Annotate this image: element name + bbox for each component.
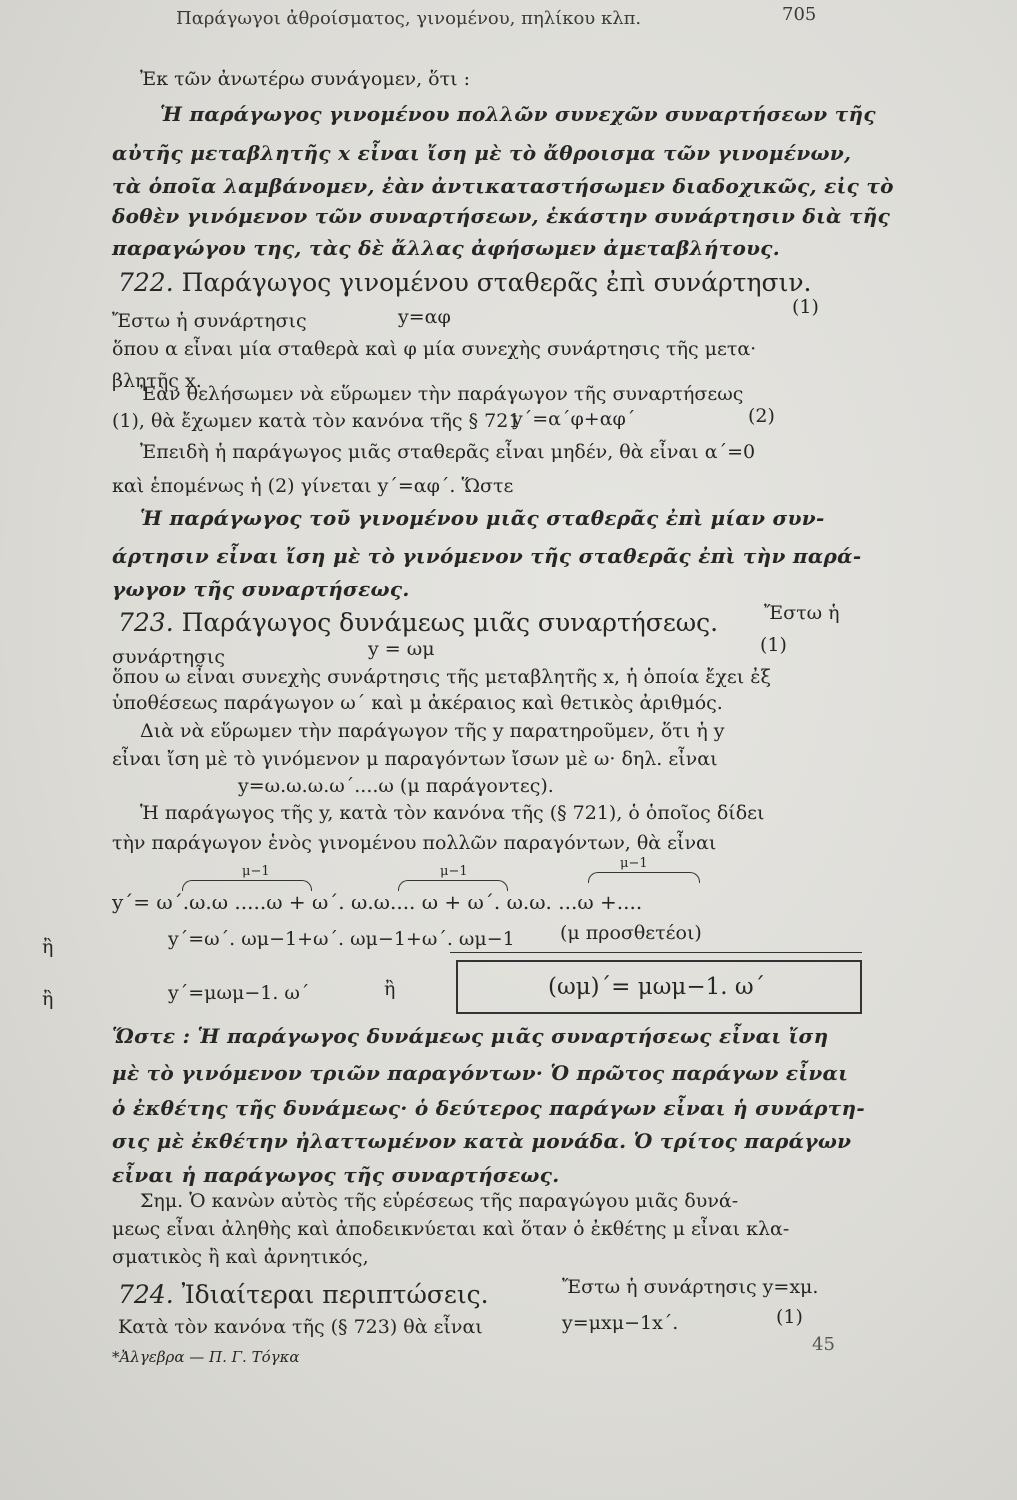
equation-number: (2) xyxy=(748,405,775,427)
text-line: Ἡ παράγωγος τῆς y, κατὰ τὸν κανόνα τῆς (§ 721), ὁ ὁποῖος δίδει xyxy=(140,802,765,824)
italic-line: ὁ ἐκθέτης τῆς δυνάμεως· ὁ δεύτερος παράγων εἶναι ἡ συνάρτη- xyxy=(112,1096,865,1120)
section-heading-722 xyxy=(118,270,812,295)
brace-label: μ−1 xyxy=(620,856,648,871)
or-label: ἢ xyxy=(42,988,54,1010)
text-line: βλητῆς x. xyxy=(112,370,202,392)
text-line: σματικὸς ἢ καὶ ἀρνητικός, xyxy=(112,1246,369,1268)
footer-book: *Ἀλγεβρα — Π. Γ. Τόγκα xyxy=(112,1348,300,1366)
equation: y΄=ω΄. ωμ−1+ω΄. ωμ−1+ω΄. ωμ−1 xyxy=(168,928,515,950)
text-line: Κατὰ τὸν κανόνα τῆς (§ 723) θὰ εἶναι xyxy=(118,1316,483,1338)
running-header: Παράγωγοι ἀθροίσματος, γινομένου, πηλίκου κλπ. xyxy=(176,8,642,29)
boxed-formula-text: (ωμ)΄= μωμ−1. ω΄ xyxy=(548,974,766,1000)
signature-number: 45 xyxy=(812,1334,835,1355)
text-line: Ἔστω ἡ xyxy=(764,602,840,624)
brace-label: μ−1 xyxy=(440,864,468,879)
equation: y=ω.ω.ω.ω΄....ω (μ παράγοντες). xyxy=(238,775,554,797)
text-line: Ἔστω ἡ συνάρτησις y=xμ. xyxy=(562,1276,819,1298)
italic-line: άρτησιν εἶναι ἴση μὲ τὸ γινόμενον τῆς σταθερᾶς ἐπὶ τὴν παρά- xyxy=(112,544,862,568)
text-line: ὑποθέσεως παράγωγον ω΄ καὶ μ ἀκέραιος καὶ θετικὸς ἀριθμός. xyxy=(112,692,723,714)
italic-line: εἶναι ἡ παράγωγος τῆς συναρτήσεως. xyxy=(112,1163,560,1187)
equation-number: (1) xyxy=(776,1306,803,1328)
section-title: Ἰδιαίτεραι περιπτώσεις. xyxy=(181,1280,489,1309)
section-number: 724. xyxy=(118,1280,174,1309)
overbrace xyxy=(588,872,700,883)
or-label: ἢ xyxy=(384,978,396,1000)
section-heading-723 xyxy=(118,610,718,635)
page-number: 705 xyxy=(782,4,817,25)
equation: y = ωμ xyxy=(368,638,435,660)
equation: y΄=μωμ−1. ω΄ xyxy=(168,982,310,1004)
text-line: Ἐὰν θελήσωμεν νὰ εὕρωμεν τὴν παράγωγον τῆς συναρτήσεως xyxy=(140,383,744,405)
italic-line: σις μὲ ἐκθέτην ἠλαττωμένον κατὰ μονάδα. Ὁ τρίτος παράγων xyxy=(112,1129,852,1153)
section-number: 723. xyxy=(118,608,174,637)
text-line: ὅπου α εἶναι μία σταθερὰ καὶ φ μία συνεχὴς συνάρτησις τῆς μετα· xyxy=(112,338,757,360)
italic-line: μὲ τὸ γινόμενον τριῶν παραγόντων· Ὁ πρῶτος παράγων εἶναι xyxy=(112,1061,849,1085)
or-label: ἢ xyxy=(42,936,54,958)
equation-number: (1) xyxy=(792,296,819,318)
italic-line: Ἡ παράγωγος γινομένου πολλῶν συνεχῶν συναρτήσεων τῆς xyxy=(160,102,876,126)
text-line: Ἐπειδὴ ἡ παράγωγος μιᾶς σταθερᾶς εἶναι μηδέν, θὰ εἶναι α΄=0 xyxy=(140,441,756,463)
text-line: (1), θὰ ἔχωμεν κατὰ τὸν κανόνα τῆς § 721 xyxy=(112,410,521,432)
section-number: 722. xyxy=(118,268,174,297)
italic-line: παραγώγου της, τὰς δὲ ἄλλας ἀφήσωμεν ἀμεταβλήτους. xyxy=(112,236,781,260)
equation: y=αφ xyxy=(398,306,451,328)
italic-line: αὐτῆς μεταβλητῆς x εἶναι ἴση μὲ τὸ ἄθροισμα τῶν γινομένων, xyxy=(112,141,852,165)
italic-line: Ὥστε : Ἡ παράγωγος δυνάμεως μιᾶς συναρτήσεως εἶναι ἴση xyxy=(112,1024,829,1048)
brace-label: μ−1 xyxy=(242,864,270,879)
summand-count: (μ προσθετέοι) xyxy=(560,922,702,944)
sum-equation: y΄= ω΄.ω.ω .....ω + ω΄. ω.ω.... ω + ω΄. ω.ω. ...ω +.... xyxy=(112,890,643,914)
equation: y΄=α΄φ+αφ΄ xyxy=(512,408,636,430)
rule xyxy=(450,952,862,953)
text-line: καὶ ἑπομένως ἡ (2) γίνεται y΄=αφ΄. Ὥστε xyxy=(112,475,514,497)
section-title: Παράγωγος δυνάμεως μιᾶς συναρτήσεως. xyxy=(181,608,719,637)
equation: y=μxμ−1x΄. xyxy=(562,1312,679,1334)
text-line: Ἔστω ἡ συνάρτησις xyxy=(112,310,307,332)
text-line: μεως εἶναι ἀληθὴς καὶ ἀποδεικνύεται καὶ ὅταν ὁ ἐκθέτης μ εἶναι κλα- xyxy=(112,1218,790,1240)
text-line: Ἐκ τῶν ἀνωτέρω συνάγομεν, ὅτι : xyxy=(140,68,471,90)
text-line: ὅπου ω εἶναι συνεχὴς συνάρτησις τῆς μεταβλητῆς x, ἡ ὁποία ἔχει ἐξ xyxy=(112,666,771,688)
text-line: Διὰ νὰ εὕρωμεν τὴν παράγωγον τῆς y παρατηροῦμεν, ὅτι ἡ y xyxy=(140,720,725,742)
italic-line: γωγον τῆς συναρτήσεως. xyxy=(112,577,410,601)
italic-line: δοθὲν γινόμενον τῶν συναρτήσεων, ἑκάστην συνάρτησιν διὰ τῆς xyxy=(112,204,891,228)
text-line: τὴν παράγωγον ἑνὸς γινομένου πολλῶν παραγόντων, θὰ εἶναι xyxy=(112,832,717,854)
text-line: συνάρτησις xyxy=(112,646,226,668)
italic-line: τὰ ὁποῖα λαμβάνομεν, ἐὰν ἀντικαταστήσωμεν διαδοχικῶς, εἰς τὸ xyxy=(112,174,894,198)
text-line: Σημ. Ὁ κανὼν αὐτὸς τῆς εὑρέσεως τῆς παραγώγου μιᾶς δυνά- xyxy=(140,1190,739,1212)
equation-number: (1) xyxy=(760,634,787,656)
section-title: Παράγωγος γινομένου σταθερᾶς ἐπὶ συνάρτησιν. xyxy=(181,268,812,297)
italic-line: Ἡ παράγωγος τοῦ γινομένου μιᾶς σταθερᾶς ἐπὶ μίαν συν- xyxy=(140,506,825,530)
text-line: εἶναι ἴση μὲ τὸ γινόμενον μ παραγόντων ἴσων μὲ ω· δηλ. εἶναι xyxy=(112,748,718,770)
section-heading-724 xyxy=(118,1282,489,1307)
